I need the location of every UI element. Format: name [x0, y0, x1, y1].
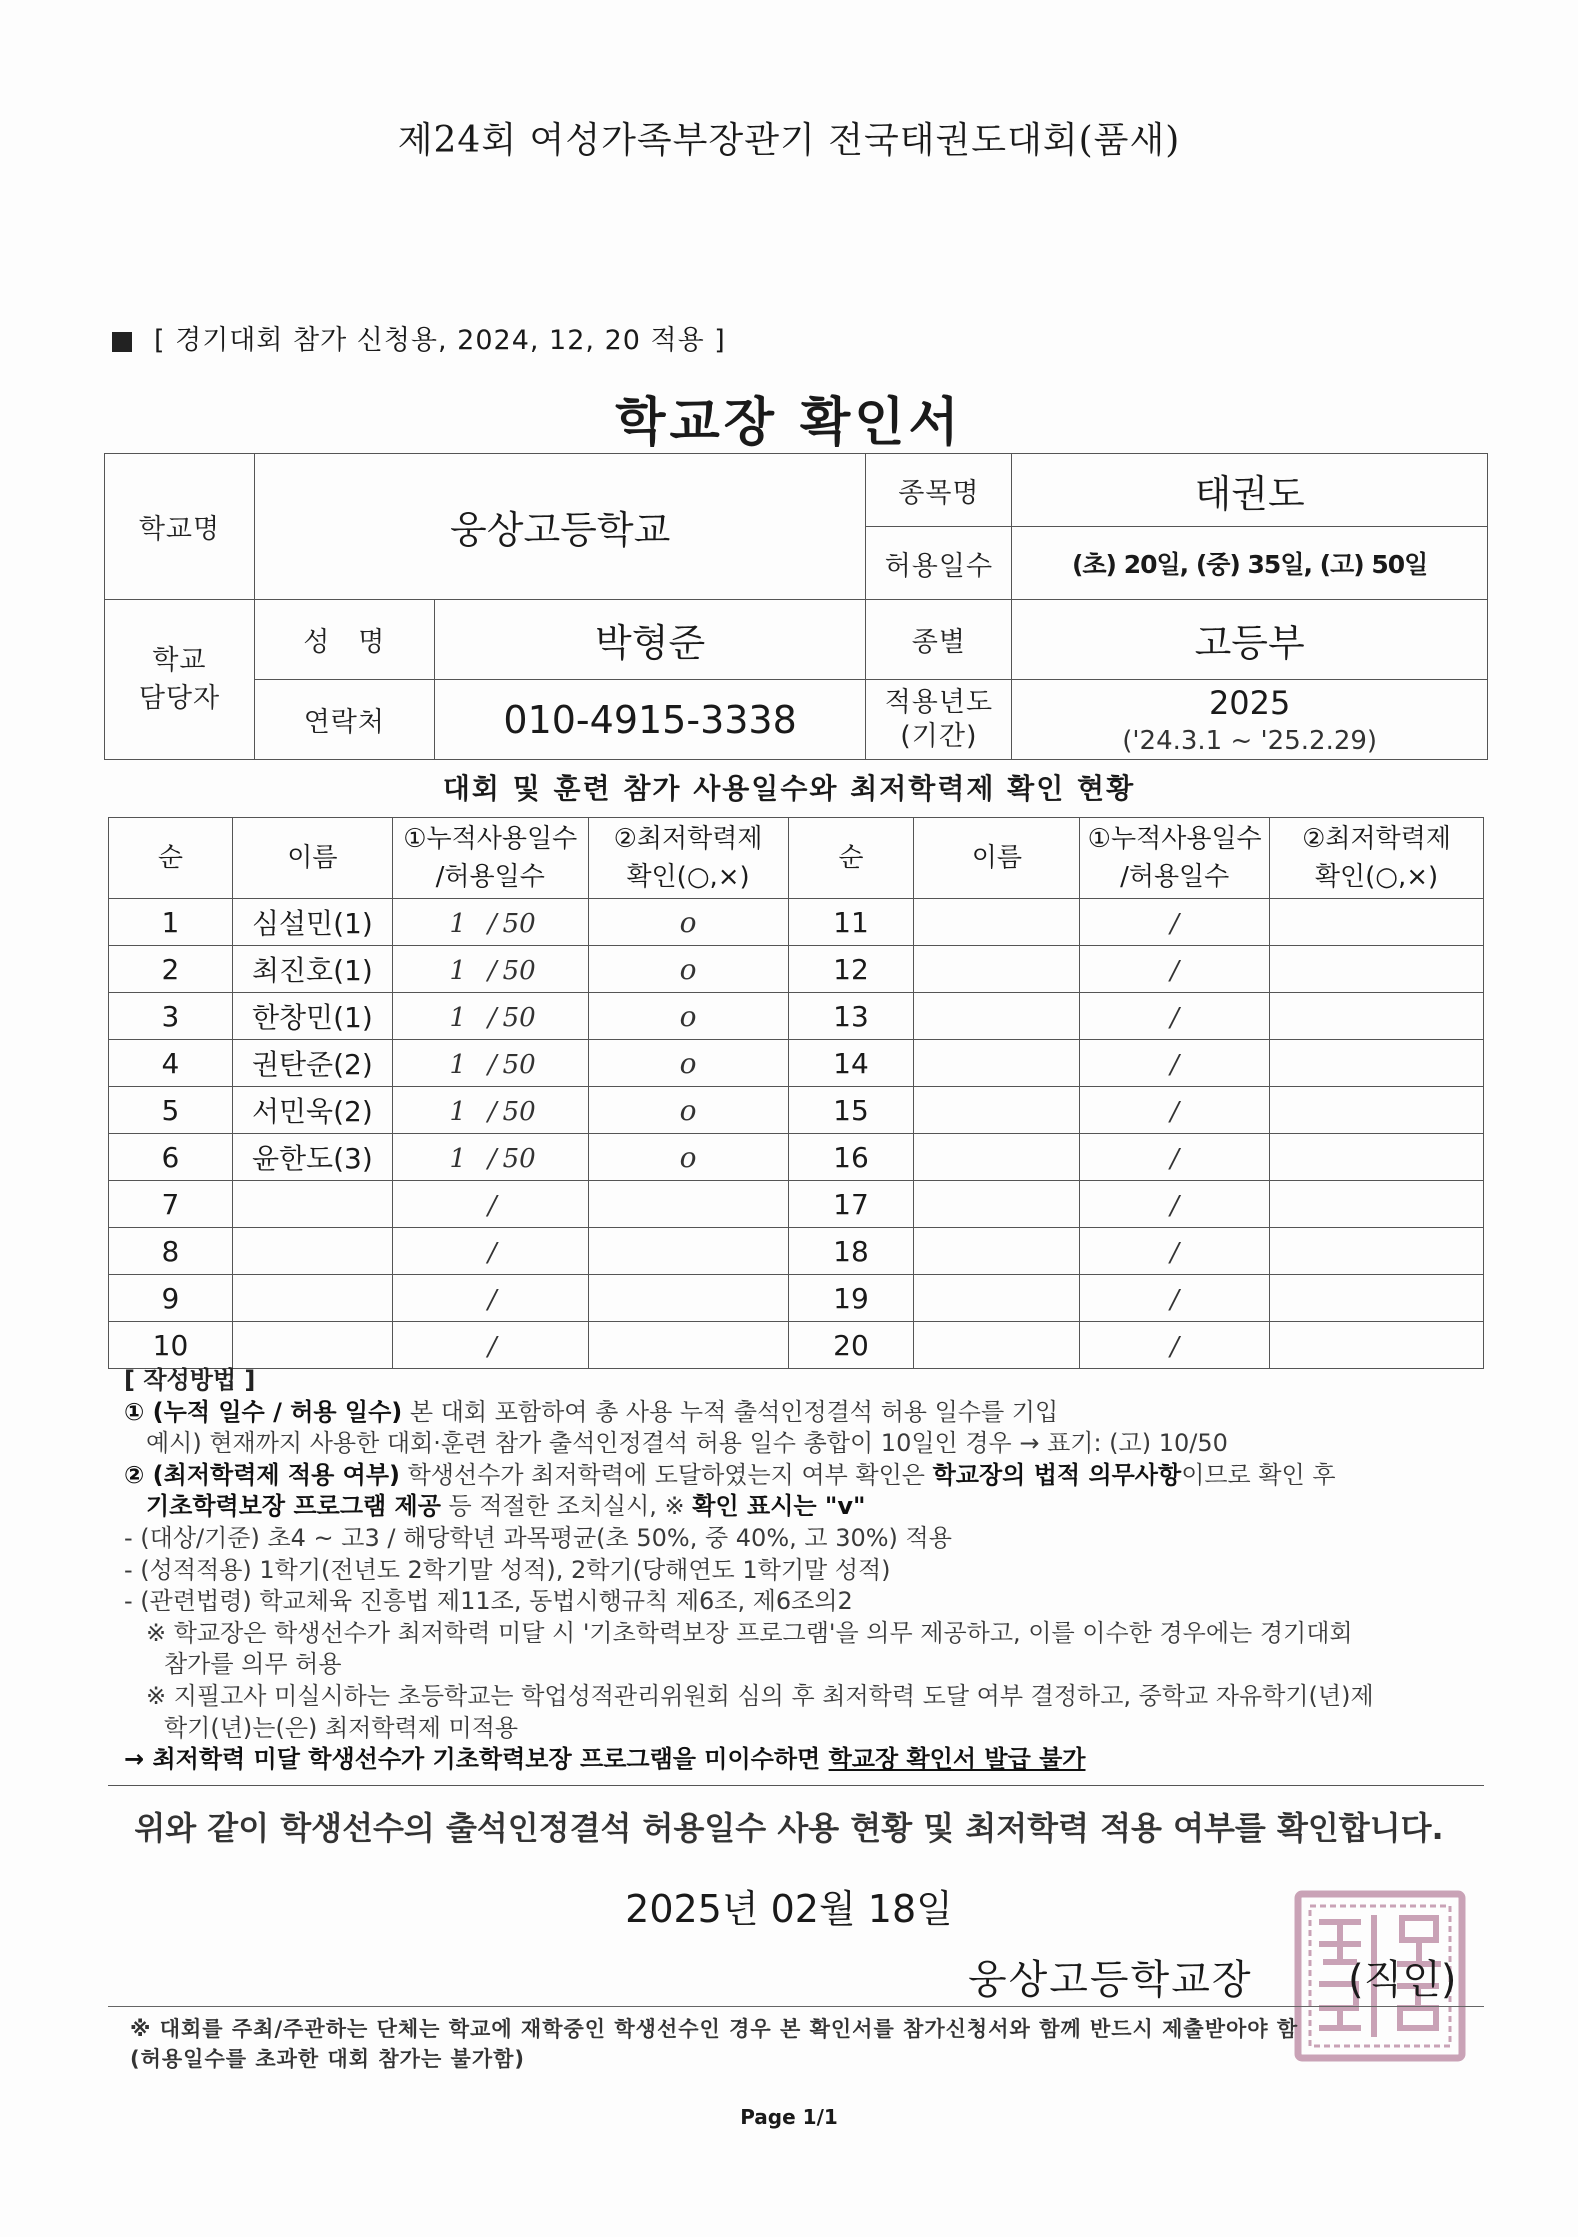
slash: /: [1170, 908, 1180, 939]
allowed-days: 50: [502, 1143, 536, 1174]
page-number: Page 1/1: [740, 2105, 838, 2129]
seal-label: (직인): [1348, 1957, 1457, 2003]
slash: /: [487, 1096, 497, 1127]
contact-value: 010-4915-3338: [434, 680, 866, 760]
row-no: 19: [788, 1275, 914, 1322]
check-cell: [1270, 993, 1484, 1040]
detail-target: - (대상/기준) 초4 ~ 고3 / 해당학년 과목평균(초 50%, 중 40%, 고 30%) 적용: [124, 1523, 952, 1552]
days-cell: [392, 946, 588, 993]
student-name: 서민욱(2): [232, 1087, 392, 1134]
year-cell: [1012, 680, 1488, 760]
confirmation-statement: 위와 같이 학생선수의 출석인정결석 허용일수 사용 현황 및 최저학력 적용 여부를 확인합니다.: [134, 1809, 1444, 1847]
days-cell: [392, 993, 588, 1040]
days-cell: [392, 1181, 588, 1228]
name-value: 박형준: [434, 600, 866, 680]
header-name-2: 이름: [914, 818, 1080, 899]
allowed-label: 허용일수: [866, 527, 1012, 600]
special-note-1: ※ 학교장은 학생선수가 최저학력 미달 시 '기초학력보장 프로그램'을 의무 제공하고, 이를 이수한 경우에는 경기대회: [146, 1618, 1353, 1647]
square-bullet-icon: [112, 332, 132, 352]
used-days: 1: [449, 1096, 467, 1127]
student-name: [914, 1040, 1080, 1087]
table-row: [109, 1134, 1484, 1181]
check-cell: o: [588, 1087, 788, 1134]
days-cell: [1080, 1040, 1270, 1087]
table-row: [109, 1322, 1484, 1369]
row-no: 8: [109, 1228, 233, 1275]
used-days: 1: [449, 1002, 467, 1033]
check-cell: [1270, 1275, 1484, 1322]
form-note-text: [ 경기대회 참가 신청용, 2024, 12, 20 적용 ]: [154, 325, 726, 356]
table-row: [109, 1040, 1484, 1087]
check-cell: o: [588, 946, 788, 993]
student-name: [914, 1228, 1080, 1275]
note-1: ① (누적 일수 / 허용 일수) 본 대회 포함하여 총 사용 누적 출석인정결석 허용 일수를 기입: [124, 1397, 1059, 1426]
check-cell: [588, 1228, 788, 1275]
days-cell: [392, 899, 588, 946]
slash: /: [1170, 1190, 1180, 1221]
allowed-days: 50: [502, 1002, 536, 1033]
row-no: 14: [788, 1040, 914, 1087]
slash: /: [1170, 1096, 1180, 1127]
row-no: 20: [788, 1322, 914, 1369]
writing-instructions: [124, 1365, 1484, 1776]
slash: /: [1170, 1284, 1180, 1315]
student-name: [914, 899, 1080, 946]
note-1-example: 예시) 현재까지 사용한 대회·훈련 참가 출석인정결석 허용 일수 총합이 10일인 경우 → 표기: (고) 10/50: [146, 1429, 1228, 1458]
check-cell: [1270, 1087, 1484, 1134]
note-2: ② (최저학력제 적용 여부) 학생선수가 최저학력에 도달하였는지 여부 확인은 학교장의 법적 의무사항이므로 확인 후: [124, 1460, 1336, 1489]
row-no: 5: [109, 1087, 233, 1134]
student-name: [914, 1181, 1080, 1228]
event-value: 태권도: [1012, 454, 1488, 527]
row-no: 15: [788, 1087, 914, 1134]
used-days: 1: [449, 1049, 467, 1080]
year-label: 적용년도 (기간): [866, 680, 1012, 760]
check-cell: [1270, 1181, 1484, 1228]
days-cell: [392, 1134, 588, 1181]
allowed-days: 50: [502, 1096, 536, 1127]
check-cell: o: [588, 993, 788, 1040]
days-cell: [392, 1087, 588, 1134]
allowed-days: 50: [502, 908, 536, 939]
header-no: 순: [109, 818, 233, 899]
student-name: 심설민(1): [232, 899, 392, 946]
slash: /: [487, 1237, 497, 1268]
row-no: 17: [788, 1181, 914, 1228]
days-cell: [1080, 946, 1270, 993]
student-name: 권탄준(2): [232, 1040, 392, 1087]
slash: /: [487, 1002, 497, 1033]
slash: /: [1170, 955, 1180, 986]
allowed-value: (초) 20일, (중) 35일, (고) 50일: [1012, 527, 1488, 600]
division-label: 종별: [866, 600, 1012, 680]
header-name: 이름: [232, 818, 392, 899]
issue-date: 2025년 02월 18일: [625, 1887, 953, 1931]
info-table: [104, 453, 1488, 760]
check-cell: [1270, 899, 1484, 946]
school-name: 웅상고등학교: [254, 454, 866, 600]
days-cell: [1080, 1181, 1270, 1228]
days-cell: [1080, 993, 1270, 1040]
name-label: 성 명: [254, 600, 434, 680]
row-no: 10: [109, 1322, 233, 1369]
table-row: [109, 993, 1484, 1040]
check-cell: [588, 1322, 788, 1369]
special-note-1b: 참가를 의무 허용: [164, 1650, 342, 1679]
table-row: [109, 1228, 1484, 1275]
student-name: [914, 946, 1080, 993]
days-cell: [1080, 1228, 1270, 1275]
student-name: 최진호(1): [232, 946, 392, 993]
notes-heading: [ 작성방법 ]: [124, 1366, 256, 1394]
student-name: [914, 1087, 1080, 1134]
check-cell: o: [588, 899, 788, 946]
row-no: 12: [788, 946, 914, 993]
slash: /: [1170, 1237, 1180, 1268]
table-row: [109, 946, 1484, 993]
division-value: 고등부: [1012, 600, 1488, 680]
usage-header-row: [109, 818, 1484, 899]
header-check-2: ②최저학력제 확인(○,×): [1270, 818, 1484, 899]
footer-note: ※ 대회를 주최/주관하는 단체는 학교에 재학중인 학생선수인 경우 본 확인서를 참가신청서와 함께 반드시 제출받아야 함 (허용일수를 초과한 대회 참가는 불가함): [130, 2017, 1299, 2071]
special-note-2b: 학기(년)는(은) 최저학력제 미적용: [164, 1713, 519, 1742]
slash: /: [487, 1190, 497, 1221]
table-row: [109, 1275, 1484, 1322]
slash: /: [487, 955, 497, 986]
row-no: 13: [788, 993, 914, 1040]
used-days: 1: [449, 908, 467, 939]
row-no: 7: [109, 1181, 233, 1228]
used-days: 1: [449, 1143, 467, 1174]
student-name: [914, 993, 1080, 1040]
student-name: [232, 1275, 392, 1322]
check-cell: [588, 1275, 788, 1322]
used-days: 1: [449, 955, 467, 986]
contact-label: 연락처: [254, 680, 434, 760]
days-cell: [1080, 1134, 1270, 1181]
check-cell: [1270, 1040, 1484, 1087]
student-name: [232, 1322, 392, 1369]
row-no: 9: [109, 1275, 233, 1322]
section-title: 대회 및 훈련 참가 사용일수와 최저학력제 확인 현황: [442, 772, 1136, 805]
slash: /: [487, 1331, 497, 1362]
check-cell: [1270, 1134, 1484, 1181]
slash: /: [487, 1143, 497, 1174]
days-cell: [1080, 1087, 1270, 1134]
row-no: 16: [788, 1134, 914, 1181]
student-name: [914, 1134, 1080, 1181]
manager-label: 학교 담당자: [105, 600, 255, 760]
detail-law: - (관련법령) 학교체육 진흥법 제11조, 동법시행규칙 제6조, 제6조의2: [124, 1587, 853, 1616]
days-cell: [1080, 1275, 1270, 1322]
days-cell: [392, 1040, 588, 1087]
header-days: ①누적사용일수 /허용일수: [392, 818, 588, 899]
row-no: 11: [788, 899, 914, 946]
header-no-2: 순: [788, 818, 914, 899]
check-cell: [1270, 946, 1484, 993]
special-note-3: → 최저학력 미달 학생선수가 기초학력보장 프로그램을 미이수하면 학교장 확인서 발급 불가: [124, 1745, 1086, 1774]
note-2-line2: 기초학력보장 프로그램 제공 등 적절한 조치실시, ※ 확인 표시는 "v": [146, 1492, 866, 1521]
special-note-2: ※ 지필고사 미실시하는 초등학교는 학업성적관리위원회 심의 후 최저학력 도달 여부 결정하고, 중학교 자유학기(년)제: [146, 1681, 1374, 1710]
days-cell: [392, 1275, 588, 1322]
divider: [108, 2006, 1484, 2007]
divider: [108, 1785, 1484, 1786]
slash: /: [1170, 1049, 1180, 1080]
days-cell: [392, 1228, 588, 1275]
school-label: 학교명: [105, 454, 255, 600]
check-cell: [1270, 1322, 1484, 1369]
form-note: [112, 318, 726, 357]
days-cell: [1080, 1322, 1270, 1369]
signer-name: 웅상고등학교장: [968, 1957, 1253, 2003]
competition-title: 제24회 여성가족부장관기 전국태권도대회(품새): [397, 120, 1181, 161]
usage-table: [108, 817, 1484, 1369]
header-days-2: ①누적사용일수 /허용일수: [1080, 818, 1270, 899]
student-name: [232, 1181, 392, 1228]
detail-grades: - (성적적용) 1학기(전년도 2학기말 성적), 2학기(당해연도 1학기말 성적): [124, 1555, 891, 1584]
slash: /: [1170, 1143, 1180, 1174]
allowed-days: 50: [502, 955, 536, 986]
header-check: ②최저학력제 확인(○,×): [588, 818, 788, 899]
check-cell: o: [588, 1040, 788, 1087]
slash: /: [487, 1284, 497, 1315]
check-cell: o: [588, 1134, 788, 1181]
table-row: [109, 899, 1484, 946]
document-title: 학교장 확인서: [615, 393, 963, 453]
student-name: [914, 1275, 1080, 1322]
year-value: 2025: [1208, 683, 1291, 722]
row-no: 1: [109, 899, 233, 946]
row-no: 18: [788, 1228, 914, 1275]
year-period: ('24.3.1 ~ '25.2.29): [1122, 725, 1378, 756]
slash: /: [487, 908, 497, 939]
slash: /: [1170, 1331, 1180, 1362]
check-cell: [588, 1181, 788, 1228]
event-label: 종목명: [866, 454, 1012, 527]
student-name: 윤한도(3): [232, 1134, 392, 1181]
row-no: 3: [109, 993, 233, 1040]
student-name: [232, 1228, 392, 1275]
table-row: [109, 1181, 1484, 1228]
check-cell: [1270, 1228, 1484, 1275]
slash: /: [487, 1049, 497, 1080]
student-name: 한창민(1): [232, 993, 392, 1040]
days-cell: [392, 1322, 588, 1369]
slash: /: [1170, 1002, 1180, 1033]
row-no: 4: [109, 1040, 233, 1087]
table-row: [109, 1087, 1484, 1134]
row-no: 2: [109, 946, 233, 993]
student-name: [914, 1322, 1080, 1369]
row-no: 6: [109, 1134, 233, 1181]
allowed-days: 50: [502, 1049, 536, 1080]
days-cell: [1080, 899, 1270, 946]
